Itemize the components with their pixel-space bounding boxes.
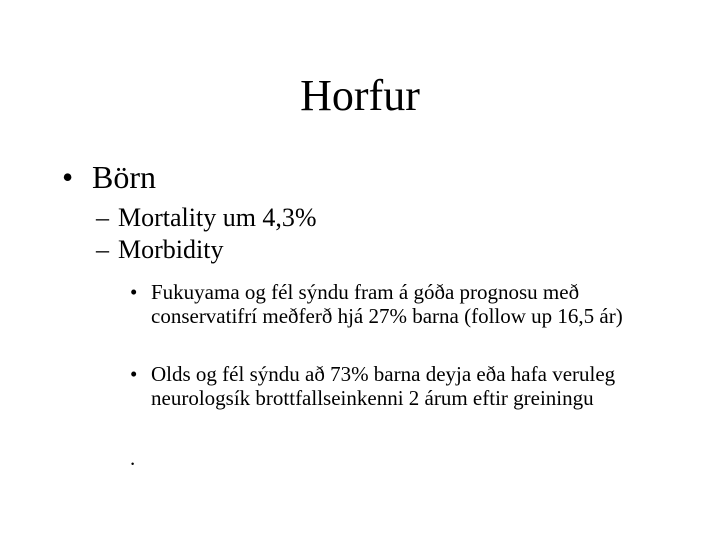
- bullet-text: Börn: [92, 159, 156, 195]
- sub-item-text: Morbidity: [118, 235, 224, 264]
- sub-item-mortality: [96, 202, 317, 234]
- trailing-mark: .: [130, 446, 136, 470]
- dash-marker: –: [96, 235, 109, 264]
- slide-title: Horfur: [300, 71, 420, 120]
- bullet-marker: •: [130, 362, 138, 386]
- bullet-marker: •: [62, 159, 74, 195]
- detail-item-text: Olds og fél sýndu að 73% barna deyja eða hafa veruleg neurologsík brottfallseinkenni 2 árum eftir greiningu: [151, 362, 616, 410]
- sub-item-text: Mortality um 4,3%: [118, 203, 317, 232]
- dash-marker: –: [96, 203, 109, 232]
- detail-item-text: Fukuyama og fél sýndu fram á góða prognosu með conservatifrí meðferð hjá 27% barna (follow up 16,5 ár): [151, 280, 623, 328]
- sub-item-morbidity: [96, 234, 223, 266]
- bullet-marker: •: [130, 280, 138, 304]
